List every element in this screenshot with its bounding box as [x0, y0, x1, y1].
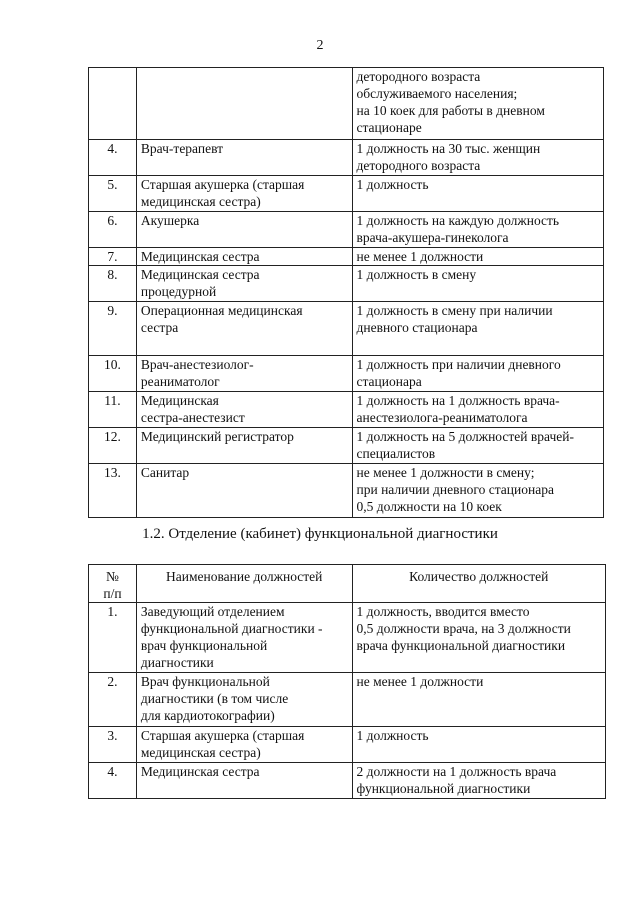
- position-quantity: 1 должность на 5 должностей врачей- специалистов: [352, 428, 604, 464]
- position-name: Старшая акушерка (старшая медицинская сестра): [136, 176, 352, 212]
- row-number: 7.: [89, 248, 137, 266]
- row-number: 8.: [89, 266, 137, 302]
- header-num: № п/п: [89, 565, 137, 603]
- row-number: 10.: [89, 356, 137, 392]
- table-row: [89, 266, 604, 302]
- section-title: 1.2. Отделение (кабинет) функциональной диагностики: [142, 526, 498, 542]
- table-header-row: [89, 565, 606, 603]
- row-number: 4.: [89, 140, 137, 176]
- position-quantity: 1 должность, вводится вместо 0,5 должности врача, на 3 должности врача функциональной диагностики: [352, 603, 605, 673]
- header-qty: Количество должностей: [352, 565, 605, 603]
- table-row: [89, 176, 604, 212]
- row-number: 3.: [89, 727, 137, 763]
- position-quantity: 1 должность: [352, 176, 604, 212]
- position-quantity: 1 должность при наличии дневного стационара: [352, 356, 604, 392]
- position-quantity: 1 должность на каждую должность врача-акушера-гинеколога: [352, 212, 604, 248]
- staffing-table-body: [89, 68, 604, 518]
- row-number: 1.: [89, 603, 137, 673]
- position-quantity: не менее 1 должности: [352, 248, 604, 266]
- table-row: [89, 428, 604, 464]
- table-row: [89, 763, 606, 799]
- row-number: 12.: [89, 428, 137, 464]
- position-quantity: не менее 1 должности в смену; при наличии дневного стационара 0,5 должности на 10 коек: [352, 464, 604, 518]
- position-name: Акушерка: [136, 212, 352, 248]
- table-row: [89, 727, 606, 763]
- position-name: Врач функциональной диагностики (в том числе для кардиотокографии): [136, 673, 352, 727]
- position-quantity: 1 должность в смену: [352, 266, 604, 302]
- functional-diagnostics-table: [88, 564, 606, 799]
- position-quantity: 1 должность: [352, 727, 605, 763]
- position-name: Медицинская сестра процедурной: [136, 266, 352, 302]
- table-row: [89, 212, 604, 248]
- table-row: [89, 464, 604, 518]
- row-number: 13.: [89, 464, 137, 518]
- position-name: Операционная медицинская сестра: [136, 302, 352, 356]
- page-number: 2: [316, 38, 324, 53]
- table-row: [89, 356, 604, 392]
- position-name: Медицинская сестра: [136, 763, 352, 799]
- functional-diagnostics-table-body: [89, 603, 606, 799]
- table-row: [89, 392, 604, 428]
- row-number: 6.: [89, 212, 137, 248]
- position-name: Врач-терапевт: [136, 140, 352, 176]
- position-name: Медицинская сестра: [136, 248, 352, 266]
- position-quantity: детородного возраста обслуживаемого населения; на 10 коек для работы в дневном стационаре: [352, 68, 604, 140]
- row-number: 4.: [89, 763, 137, 799]
- table-row: [89, 140, 604, 176]
- position-name: Старшая акушерка (старшая медицинская сестра): [136, 727, 352, 763]
- position-quantity: 2 должности на 1 должность врача функциональной диагностики: [352, 763, 605, 799]
- position-name: Заведующий отделением функциональной диагностики - врач функциональной диагностики: [136, 603, 352, 673]
- position-name: Врач-анестезиолог- реаниматолог: [136, 356, 352, 392]
- table-row: [89, 603, 606, 673]
- header-name: Наименование должностей: [136, 565, 352, 603]
- position-name: Медицинский регистратор: [136, 428, 352, 464]
- position-quantity: 1 должность на 30 тыс. женщин детородного возраста: [352, 140, 604, 176]
- position-name: [136, 68, 352, 140]
- table-row: [89, 68, 604, 140]
- position-quantity: 1 должность на 1 должность врача- анестезиолога-реаниматолога: [352, 392, 604, 428]
- position-quantity: не менее 1 должности: [352, 673, 605, 727]
- position-name: Медицинская сестра-анестезист: [136, 392, 352, 428]
- row-number: 9.: [89, 302, 137, 356]
- table-row: [89, 302, 604, 356]
- table-row: [89, 248, 604, 266]
- position-name: Санитар: [136, 464, 352, 518]
- row-number: 11.: [89, 392, 137, 428]
- table-row: [89, 673, 606, 727]
- row-number: 5.: [89, 176, 137, 212]
- staffing-table-continued: [88, 67, 604, 518]
- position-quantity: 1 должность в смену при наличии дневного стационара: [352, 302, 604, 356]
- row-number: [89, 68, 137, 140]
- row-number: 2.: [89, 673, 137, 727]
